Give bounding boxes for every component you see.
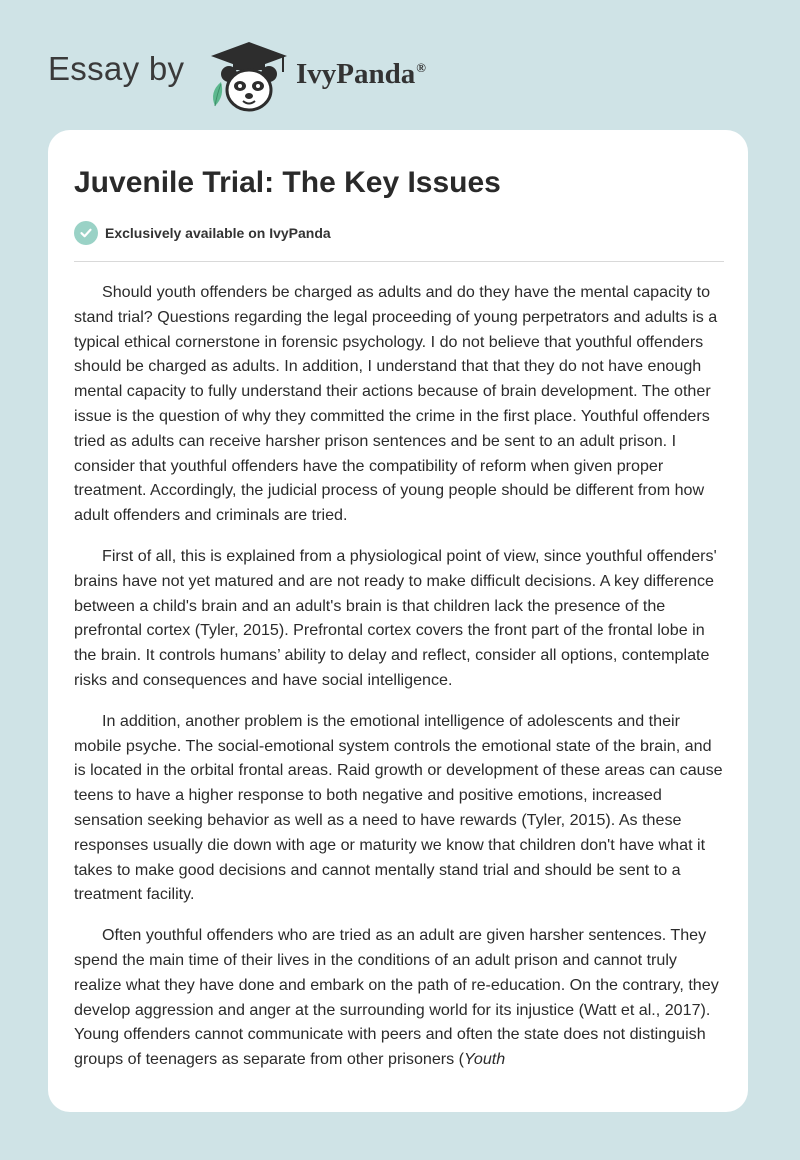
paragraph: In addition, another problem is the emotional intelligence of adolescents and their mobile psyche. The social-emotional system controls the emotional state of the brain, and is located in the orbital frontal areas. Raid growth or development of these areas can cause teens to have a higher response to both negative and positive emotions, increased sensation seeking behavior as well as a need to have rewards (Tyler, 2015). As these responses usually die down with age or maturity we know that children don't have what it takes to make good decisions and cannot mentally stand trial and should be sent to a treatment facility. — [74, 711, 723, 904]
brand-name[interactable] — [296, 58, 426, 91]
essay-body — [74, 280, 724, 1088]
essay-by-label: Essay by — [48, 50, 185, 87]
paragraph: First of all, this is explained from a physiological point of view, since youthful offenders' brains have not yet matured and are not ready to make difficult decisions. A key difference between a child's brain and an adult's brain is that children lack the presence of the prefrontal cortex (Tyler, 2015). Prefrontal cortex covers the front part of the frontal lobe in the brain. It controls humans’ ability to delay and reflect, consider all options, contemplate risks and consequences and have social intelligence. — [74, 546, 717, 689]
essay-card — [48, 130, 748, 1112]
paragraph — [74, 923, 724, 1072]
check-icon — [74, 221, 98, 245]
panda-logo-icon[interactable] — [203, 36, 295, 116]
divider — [74, 261, 724, 262]
site-header — [48, 36, 748, 116]
italic-citation: Youth — [464, 1050, 506, 1069]
registered-mark: ® — [416, 60, 426, 76]
paragraph-text: Often youthful offenders who are tried as an adult are given harsher sentences. They spend the main time of their lives in the conditions of an adult prison and cannot truly realize what they have done and embark on the path of re-education. On the contrary, they develop aggression and anger at the surrounding world for its injustice (Watt et al., 2017). Young offenders cannot communicate with peers and often the state does not distinguish groups of teenagers as separate from other prisoners ( — [74, 926, 719, 1069]
exclusive-badge — [74, 221, 331, 245]
brand-label: IvyPanda — [296, 58, 416, 90]
page-title: Juvenile Trial: The Key Issues — [74, 166, 501, 199]
paragraph: Should youth offenders be charged as adults and do they have the mental capacity to stand trial? Questions regarding the legal proceeding of young perpetrators and adults is a typical ethical cornerstone in forensic psychology. I do not believe that youthful offenders should be charged as adults. In addition, I understand that that they do not have enough mental capacity to fully understand their actions because of brain development. The other issue is the question of why they committed the crime in the first place. Youthful offenders tried as adults can receive harsher prison sentences and be sent to an adult prison. I consider that youthful offenders have the compatibility of reform when given proper treatment. Accordingly, the judicial process of young people should be different from how adult offenders and criminals are tried. — [74, 283, 718, 525]
badge-label: Exclusively available on IvyPanda — [105, 225, 331, 241]
